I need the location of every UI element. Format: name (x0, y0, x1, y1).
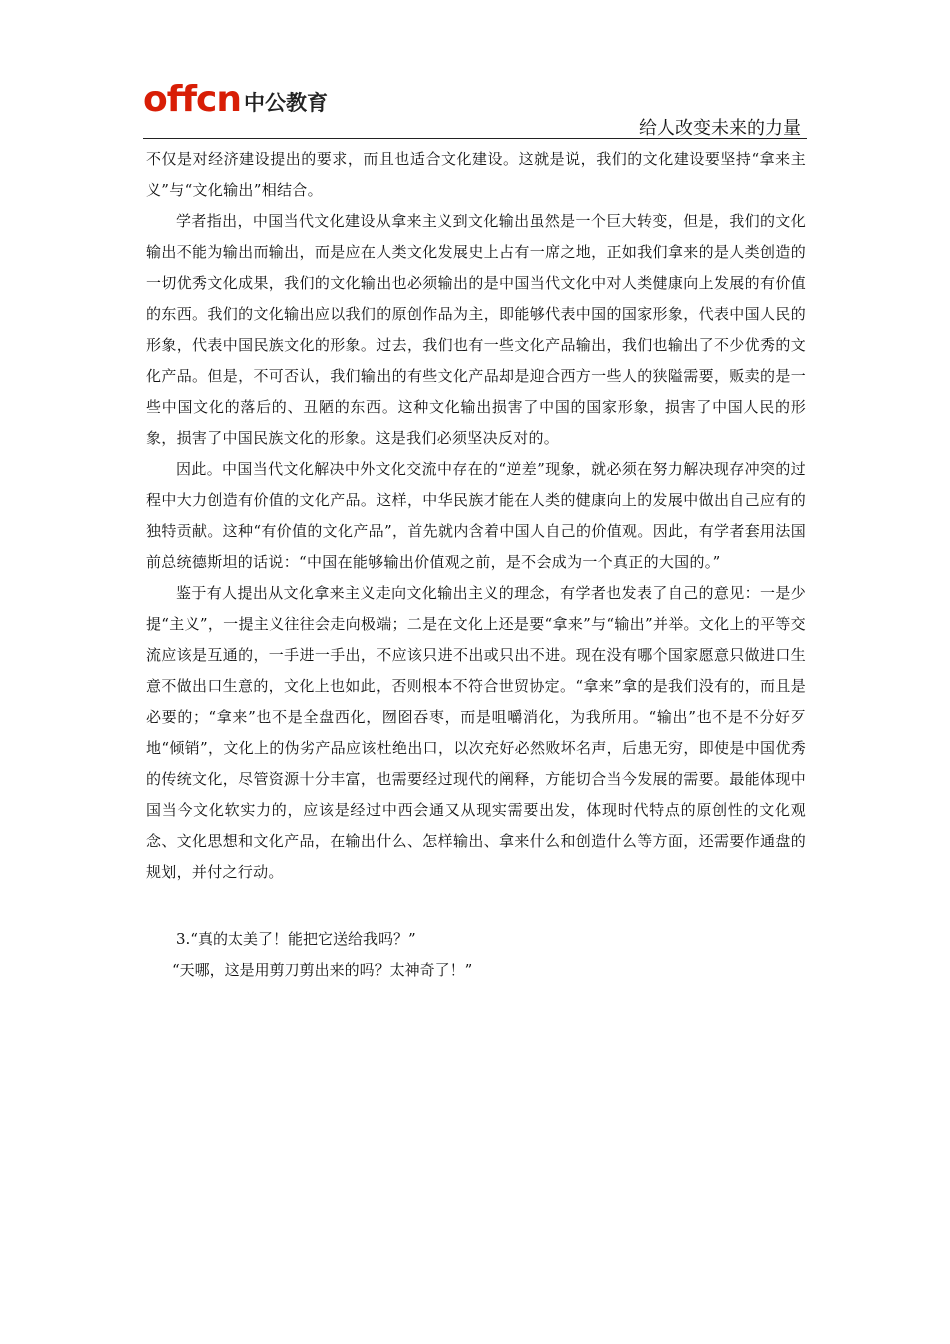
logo-latin-text: offcn (143, 79, 242, 120)
paragraph-4: 鉴于有人提出从文化拿来主义走向文化输出主义的理念，有学者也发表了自己的意见：一是少提“主义”，一提主义往往会走向极端；二是在文化上还是要“拿来”与“输出”并举。文化上的平等交流应该是互通的，一手进一手出，不应该只进不出或只出不进。现在没有哪个国家愿意只做进口生意不做出口生意的，文化上也如此，否则根本不符合世贸协定。“拿来”拿的是我们没有的，而且是必要的；“拿来”也不是全盘西化，囫囵吞枣，而是咀嚼消化，为我所用。“输出”也不是不分好歹地“倾销”，文化上的伪劣产品应该杜绝出口，以次充好必然败坏名声，后患无穷，即使是中国优秀的传统文化，尽管资源十分丰富，也需要经过现代的阐释，方能切合当今发展的需要。最能体现中国当今文化软实力的，应该是经过中西会通又从现实需要出发，体现时代特点的原创性的文化观念、文化思想和文化产品，在输出什么、怎样输出、拿来什么和创造什么等方面，还需要作通盘的规划，并付之行动。 (146, 584, 806, 881)
header-divider (143, 138, 807, 139)
offcn-logo (143, 78, 328, 118)
page-header (143, 70, 807, 140)
header-slogan: 给人改变未来的力量 (639, 118, 801, 139)
document-body (146, 144, 806, 986)
item-3-heading: 3.“真的太美了！能把它送给我吗？” (176, 930, 416, 948)
logo-chinese-text: 中公教育 (244, 91, 329, 115)
quote-line: “天哪，这是用剪刀剪出来的吗？太神奇了！” (172, 961, 473, 979)
paragraph-3: 因此。中国当代文化解决中外文化交流中存在的“逆差”现象，就必须在努力解决现存冲突的过程中大力创造有价值的文化产品。这样，中华民族才能在人类的健康向上的发展中做出自己应有的独特贡献。这种“有价值的文化产品”，首先就内含着中国人自己的价值观。因此，有学者套用法国前总统德斯坦的话说：“中国在能够输出价值观之前，是不会成为一个真正的大国的。” (146, 460, 806, 571)
paragraph-2: 学者指出，中国当代文化建设从拿来主义到文化输出虽然是一个巨大转变，但是，我们的文化输出不能为输出而输出，而是应在人类文化发展史上占有一席之地，正如我们拿来的是人类创造的一切优秀文化成果，我们的文化输出也必须输出的是中国当代文化中对人类健康向上发展的有价值的东西。我们的文化输出应以我们的原创作品为主，即能够代表中国的国家形象，代表中国人民的形象，代表中国民族文化的形象。过去，我们也有一些文化产品输出，我们也输出了不少优秀的文化产品。但是，不可否认，我们输出的有些文化产品却是迎合西方一些人的狭隘需要，贩卖的是一些中国文化的落后的、丑陋的东西。这种文化输出损害了中国的国家形象，损害了中国人民的形象，损害了中国民族文化的形象。这是我们必须坚决反对的。 (146, 212, 806, 447)
section-spacer (146, 888, 806, 924)
paragraph-1: 不仅是对经济建设提出的要求，而且也适合文化建设。这就是说，我们的文化建设要坚持“拿来主义”与“文化输出”相结合。 (146, 150, 806, 199)
